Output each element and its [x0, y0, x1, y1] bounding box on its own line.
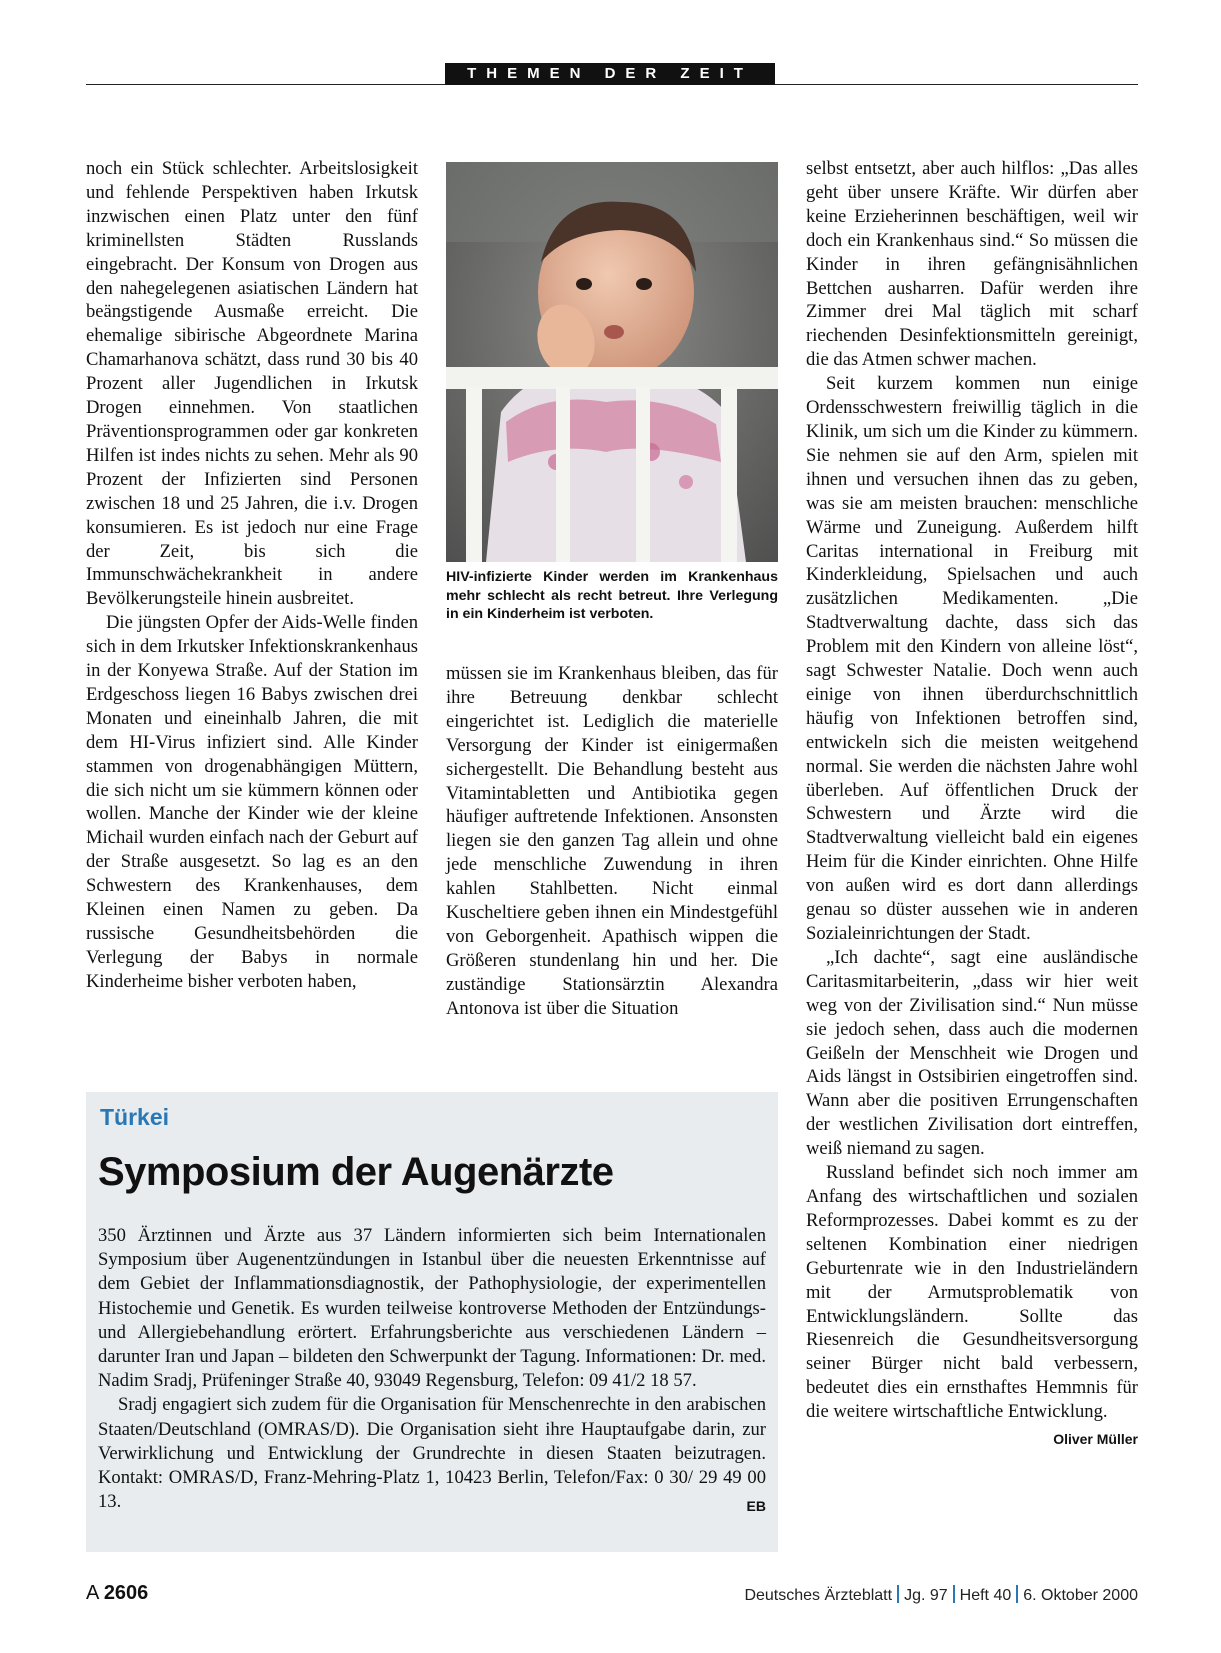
paragraph: „Ich dachte“, sagt eine ausländische Caritasmitarbeiterin, „dass wir hier weit weg von der Zivilisation sind.“ Nun müsse sie jedoch sehen, dass auch die modernen Geißeln der Menschheit wie Drogen und Aids längst in Ostsibirien eingetroffen sind. Wann aber die positiven Errungenschaften der westlichen Zivilisation dort eintreffen, weiß niemand zu sagen. — [806, 946, 1138, 1160]
article-photo — [446, 162, 778, 562]
paragraph — [806, 1161, 1138, 1448]
paragraph: müssen sie im Krankenhaus bleiben, das für ihre Betreuung denkbar schlecht eingerichtet ist. Lediglich die materielle Versorgung der Kinder ist einigermaßen sichergestellt. Die Behandlung besteht aus Vitamintabletten und Antibiotika gegen häufiger auftretende Infektionen. Ansonsten liegen sie den ganzen Tag allein und ohne jede menschliche Zuwendung in ihren kahlen Stahlbetten. Nicht einmal Kuscheltiere geben ihnen ein Mindestgefühl von Geborgenheit. Apathisch wippen die Größeren stundenlang hin und her. Die zuständige Stationsärztin Alexandra Antonova ist über die Situation — [446, 663, 778, 1019]
volume: Jg. 97 — [904, 1587, 948, 1604]
paragraph-text: Sradj engagiert sich zudem für die Organisation für Menschenrechte in den arabischen Staaten/Deutschland (OMRAS/D). Die Organisation sieht ihre Hauptaufgabe darin, zur Verwirklichung und Entwicklung der Grundrechte in diesen Staaten beizutragen. Kontakt: OMRAS/D, Franz-Mehring-Platz 1, 10423 Berlin, Telefon/Fax: 0 30/ 29 49 00 13. — [98, 1394, 766, 1513]
paragraph — [98, 1393, 766, 1514]
separator — [953, 1585, 955, 1603]
author-name: Oliver Müller — [1053, 1431, 1138, 1448]
separator — [897, 1585, 899, 1603]
journal-name: Deutsches Ärzteblatt — [744, 1587, 893, 1604]
baby-crib-photo — [446, 162, 778, 562]
sidebar-title: Symposium der Augenärzte — [98, 1150, 614, 1194]
sidebar-body — [98, 1224, 766, 1518]
paragraph: 350 Ärztinnen und Ärzte aus 37 Ländern informierten sich beim Internationalen Symposium über Augenentzündungen in Istanbul über die neuesten Erkenntnisse auf dem Gebiet der Inflammationsdiagnostik, der Pathophysiologie, der experimentellen Histochemie und Genetik. Es wurden teilweise kontroverse Methoden der Entzündungs- und Allergiebehandlung erörtert. Erfahrungsberichte aus verschiedenen Ländern – darunter Iran und Japan – bildeten den Schwerpunkt der Tagung. Informationen: Dr. med. Nadim Sradj, Prüfeninger Straße 40, 93049 Regensburg, Telefon: 09 41/2 18 57. — [98, 1225, 766, 1392]
article-column-2 — [446, 662, 778, 1021]
issue: Heft 40 — [959, 1587, 1012, 1604]
paragraph: Die jüngsten Opfer der Aids-Welle finden sich in dem Irkutsker Infektionskrankenhaus in der Konyewa Straße. Auf der Station im Erdgeschoss liegen 16 Babys zwischen drei Monaten und eineinhalb Jahren, die mit dem HI-Virus infiziert sind. Alle Kinder stammen von drogenabhängigen Müttern, die sich nicht um sie kümmern können oder wollen. Manche der Kinder wie der kleine Michail wurden einfach nach der Geburt auf der Straße ausgesetzt. So lag es an den Schwestern des Krankenhauses, dem Kleinen einen Namen zu geben. Da russische Gesundheitsbehörden die Verlegung der Babys in normale Kinderheime bisher verboten haben, — [86, 612, 418, 992]
separator — [1016, 1585, 1018, 1603]
section-label: THEMEN DER ZEIT — [445, 63, 775, 85]
sidebar-box — [86, 1092, 778, 1552]
issue-date: 6. Oktober 2000 — [1023, 1587, 1138, 1604]
footer-citation — [744, 1585, 1138, 1605]
page-number — [86, 1582, 148, 1605]
article-column-1 — [86, 157, 418, 994]
photo-caption: HIV-infizierte Kinder werden im Krankenhaus mehr schlecht als recht betreut. Ihre Verlegung in ein Kinderheim ist verboten. — [446, 569, 778, 622]
paragraph: selbst entsetzt, aber auch hilflos: „Das alles geht über unsere Kräfte. Wir dürfen aber keine Erzieherinnen beschäftigen, weil wir doch ein Krankenhaus sind.“ So müssen die Kinder in ihren gefängnisähnlichen Bettchen ausharren. Dafür werden ihre Zimmer drei Mal täglich mit scharf riechenden Desinfektionsmitteln gereinigt, die das Atmen schwer machen. — [806, 158, 1138, 371]
paragraph-text: Russland befindet sich noch immer am Anfang des wirtschaftlichen und sozialen Reformprozesses. Dabei kommt es zu der seltenen Kombination einer niedrigen Geburtenrate wie in den Industrieländern mit der Armutsproblematik von Entwicklungsländern. Sollte das Riesenreich die Gesundheitsversorgung seiner Bürger nicht bald verbessern, bedeutet dies ein ernsthaftes Hemmnis für die weitere wirtschaftliche Entwicklung. — [806, 1162, 1138, 1423]
sidebar-kicker: Türkei — [100, 1104, 170, 1130]
paragraph: Seit kurzem kommen nun einige Ordensschwestern freiwillig täglich in die Klinik, um sich um die Kinder zu kümmern. Sie nehmen sie auf den Arm, spielen mit ihnen und versuchen ihnen das zu geben, was sie am meisten brauchen: menschliche Wärme und Zuneigung. Außerdem hilft Caritas international in Freiburg mit Kinderkleidung, Spielsachen und auch zusätzlichen Medikamenten. „Die Stadtverwaltung dachte, dass sich das Problem mit den Kindern von alleine löst“, sagt Schwester Natalie. Doch wenn auch einige von ihnen überdurchschnittlich häufig von Infektionen betroffen sind, entwickeln sich die meisten weitgehend normal. Sie werden die nächsten Jahre wohl überleben. Auf öffentlichen Druck der Schwestern und Ärzte wird die Stadtverwaltung vielleicht bald ein eigenes Heim für die Kinder einrichten. Ohne Hilfe von außen wird es dort dann allerdings genau so düster aussehen wie in anderen Sozialeinrichtungen der Stadt. — [806, 373, 1138, 944]
page-number-value: 2606 — [103, 1582, 149, 1604]
sidebar-author: EB — [746, 1498, 766, 1515]
paragraph: noch ein Stück schlechter. Arbeitslosigkeit und fehlende Perspektiven haben Irkutsk inzwischen einen Platz unter den fünf kriminellsten Städten Russlands eingebracht. Der Konsum von Drogen aus den nahegelegenen asiatischen Ländern hat beängstigende Ausmaße erreicht. Die ehemalige sibirische Abgeordnete Marina Chamarhanova schätzt, dass rund 30 bis 40 Prozent aller Jugendlichen in Irkutsk Drogen einnehmen. Von staatlichen Präventionsprogrammen oder gar konkreten Hilfen ist indes nichts zu sehen. Mehr als 90 Prozent der Infizierten sind Personen zwischen 18 und 25 Jahren, die i.v. Drogen konsumieren. Es ist jedoch nur eine Frage der Zeit, bis sich die Immunschwächekrankheit in andere Bevölkerungsteile hinein ausbreitet. — [86, 158, 418, 610]
page-prefix: A — [86, 1582, 99, 1604]
article-column-3 — [806, 157, 1138, 1452]
